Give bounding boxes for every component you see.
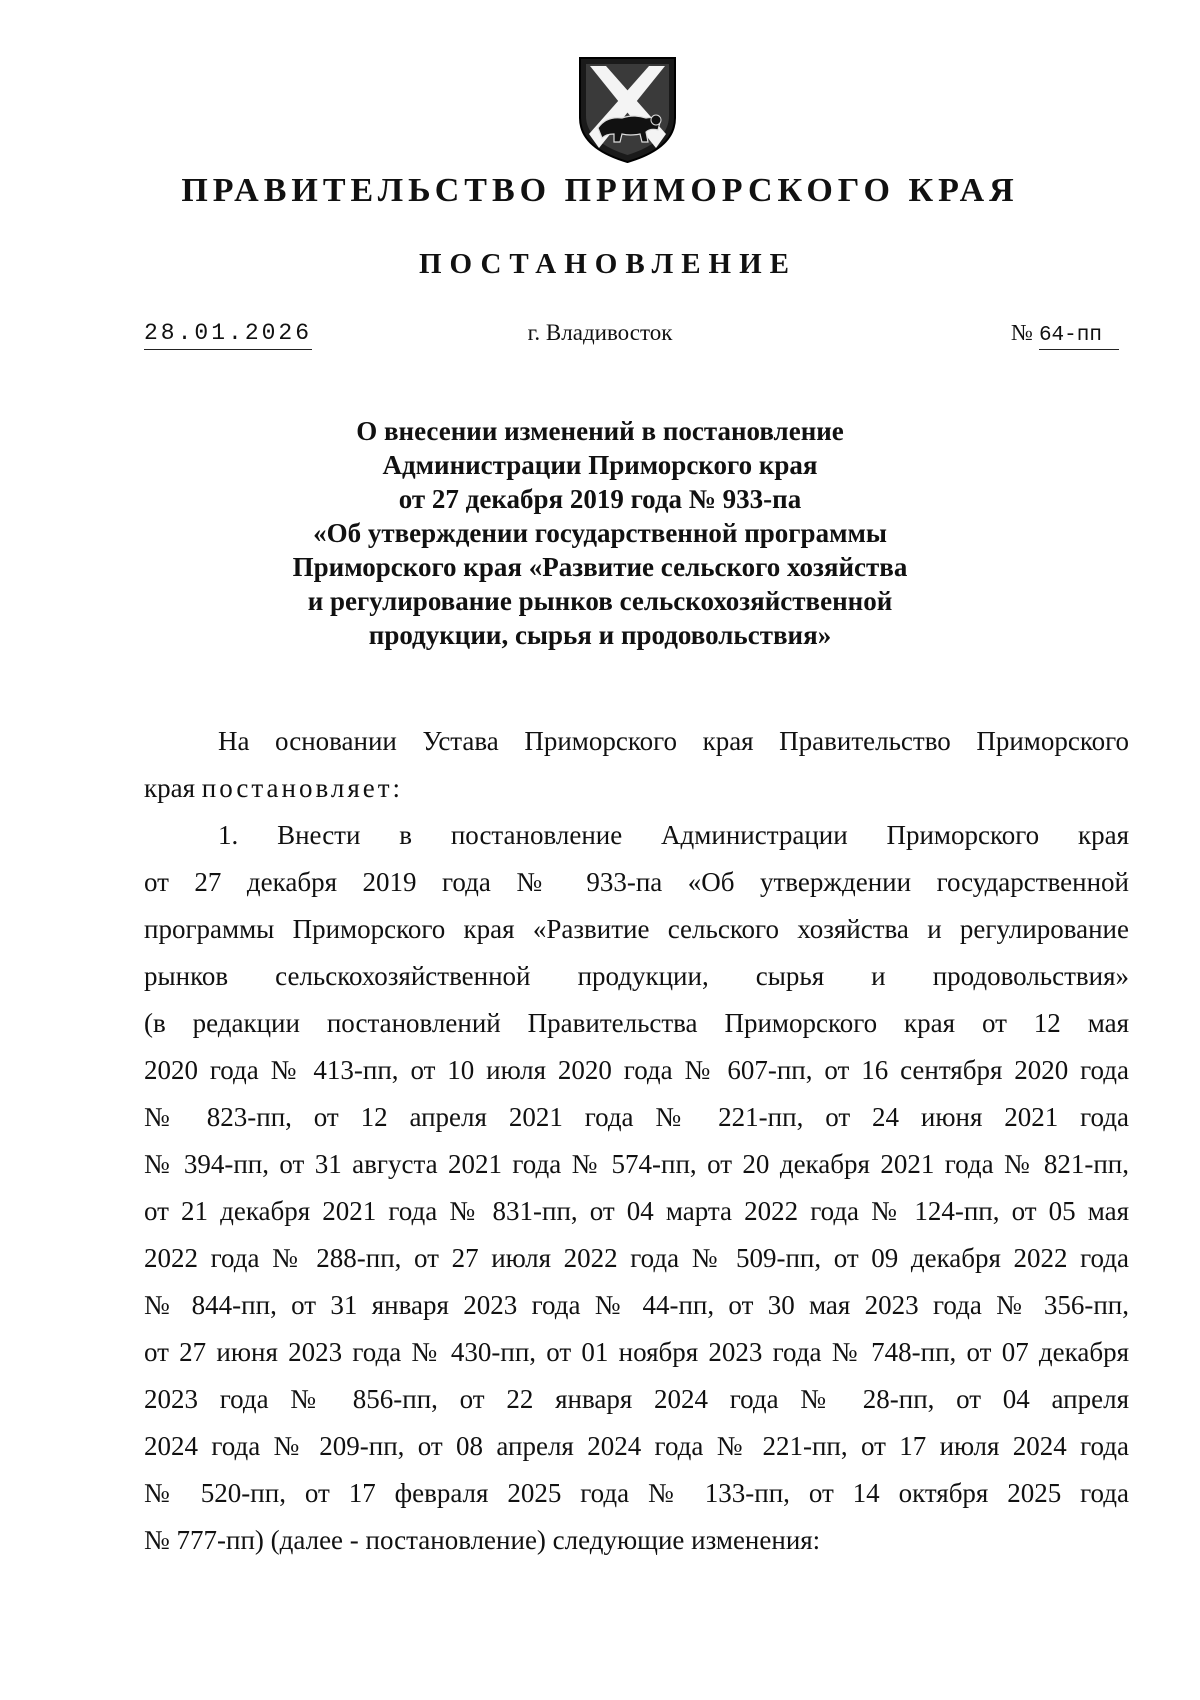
item1-line: 2024 года № 209-пп, от 08 апреля 2024 года № 221-пп, от 17 июля 2024 года	[144, 1431, 1129, 1461]
date-underline	[144, 349, 312, 350]
item1-line: (в редакции постановлений Правительства Приморского края от 12 мая	[144, 1008, 1129, 1038]
subject-line: О внесении изменений в постановление	[356, 416, 844, 446]
item1-line: № 394-пп, от 31 августа 2021 года № 574-пп, от 20 декабря 2021 года № 821-пп,	[144, 1149, 1129, 1179]
item1-line: 2022 года № 288-пп, от 27 июля 2022 года № 509-пп, от 09 декабря 2022 года	[144, 1243, 1129, 1273]
preamble-line	[144, 765, 1129, 812]
document-type: ПОСТАНОВЛЕНИЕ	[418, 248, 797, 280]
item1-line: от 27 июня 2023 года № 430-пп, от 01 ноября 2023 года № 748-пп, от 07 декабря	[144, 1337, 1129, 1367]
item1-line: 2023 года № 856-пп, от 22 января 2024 года № 28-пп, от 04 апреля	[144, 1384, 1129, 1414]
preamble-resolves: постановляет:	[201, 773, 404, 803]
document-subject	[200, 414, 1000, 652]
item1-line: рынков сельскохозяйственной продукции, сырья и продовольствия»	[144, 961, 1129, 991]
item1-line: 1. Внести в постановление Администрации Приморского края	[218, 820, 1129, 850]
document-city: г. Владивосток	[527, 320, 673, 345]
preamble-text: края	[144, 773, 196, 803]
subject-line: от 27 декабря 2019 года № 933-па	[398, 484, 802, 514]
item1-line: № 823-пп, от 12 апреля 2021 года № 221-пп, от 24 июня 2021 года	[144, 1102, 1129, 1132]
item1-line: № 777-пп) (далее - постановление) следующие изменения:	[144, 1525, 821, 1555]
item1-line: № 520-пп, от 17 февраля 2025 года № 133-пп, от 14 октября 2025 года	[144, 1478, 1129, 1508]
document-date-value: 28.01.2026	[144, 320, 313, 346]
document-number	[1011, 320, 1119, 350]
subject-line: «Об утверждении государственной программы	[313, 518, 887, 548]
document-number-value: 64-пп	[1039, 324, 1119, 350]
subject-line: Администрации Приморского края	[382, 450, 818, 480]
coat-of-arms-icon	[576, 56, 679, 164]
preamble-line: На основании Устава Приморского края Правительство Приморского	[218, 726, 1129, 756]
item1-line: № 844-пп, от 31 января 2023 года № 44-пп, от 30 мая 2023 года № 356-пп,	[144, 1290, 1129, 1320]
number-sign: №	[1011, 320, 1033, 345]
document-body	[144, 718, 1129, 1564]
item1-line: программы Приморского края «Развитие сельского хозяйства и регулирование	[144, 914, 1129, 944]
subject-line: и регулирование рынков сельскохозяйственной	[307, 586, 893, 616]
item1-line: от 21 декабря 2021 года № 831-пп, от 04 марта 2022 года № 124-пп, от 05 мая	[144, 1196, 1129, 1226]
item1-line: 2020 года № 413-пп, от 10 июля 2020 года № 607-пп, от 16 сентября 2020 года	[144, 1055, 1129, 1085]
government-title: ПРАВИТЕЛЬСТВО ПРИМОРСКОГО КРАЯ	[181, 172, 1019, 209]
item1-line: от 27 декабря 2019 года № 933-па «Об утверждении государственной	[144, 867, 1129, 897]
subject-line: продукции, сырья и продовольствия»	[368, 620, 832, 650]
subject-line: Приморского края «Развитие сельского хозяйства	[292, 552, 908, 582]
